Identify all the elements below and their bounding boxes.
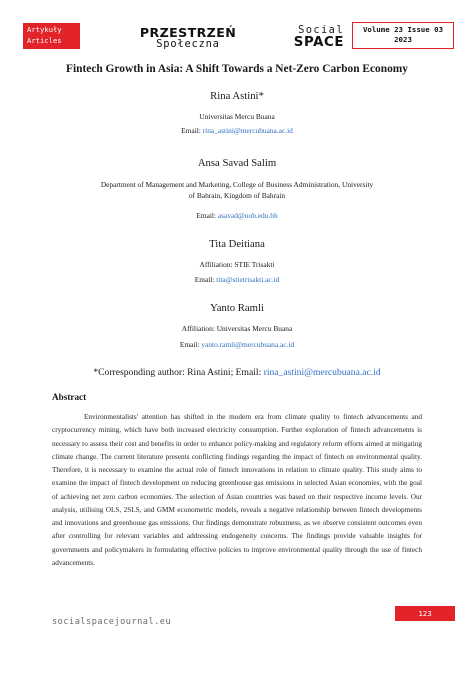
logo-secondary-line2: SPACE	[293, 35, 344, 50]
author-name: Yanto Ramli	[210, 302, 264, 314]
logo-primary-line1: PRZESTRZEŃ	[139, 25, 237, 40]
section-tag	[23, 23, 80, 49]
issue-year: 2023	[394, 35, 412, 44]
section-tag-english: Articles	[27, 35, 62, 45]
issue-box	[352, 22, 454, 49]
logo-secondary-line1: Social	[298, 24, 344, 36]
author-name: Ansa Savad Salim	[197, 157, 277, 169]
affiliation-line: of Bahrain, Kingdom of Bahrain	[188, 191, 286, 200]
abstract-text: Environmentalists' attention has shifted in the modern era from climate quality to fintech advancements and cryptocurrency mining, which have both increased electricity consumption. Further exploration of fintech advancements is necessary to assess their cost and benefits in order to enhance policy-making and regulatory reform efforts aimed at mitigating climate change. The current literature presents conflicting findings regarding the impact of fintech on environmental quality. Therefore, it is necessary to examine the actual role of fintech innovations in relation to climate quality. This study aims to examine the impact of fintech development on reducing greenhouse gas emissions in selected Asian economies, with the goal of achieving net zero carbon economies. The selection of Asian countries was based on their respective income levels. Our analysis, utilising OLS, 2SLS, and GMM econometric models, reveals a negative relationship between fintech developments and innovations and greenhouse gas emissions. Our findings demonstrate robustness, as we observe consistent outcomes even after controlling for relevant variables and addressing endogeneity concerns. The findings provide valuable insights for governments and policymakers in formulating effective policies to improve environmental quality through the use of fintech advancements.	[52, 413, 422, 567]
author-email-link[interactable]: tita@stietrisakti.ac.id	[216, 275, 280, 284]
author-name: Tita Deitiana	[209, 238, 265, 250]
journal-logo-primary	[134, 26, 242, 50]
abstract-body	[52, 411, 422, 570]
email-label: Email:	[181, 126, 203, 135]
email-label: Email:	[196, 211, 218, 220]
corresponding-author	[0, 367, 474, 378]
corresponding-email-link[interactable]: rina_astini@mercubuana.ac.id	[263, 367, 381, 378]
author-email-line	[0, 340, 474, 349]
author-affiliation: Affiliation: Universitas Mercu Buana	[181, 324, 293, 333]
footer-website[interactable]: socialspacejournal.eu	[52, 617, 172, 627]
section-tag-polish: Artykuły	[27, 25, 62, 34]
author-email-line	[0, 211, 474, 220]
author-email-link[interactable]: yanto.ramli@mercubuana.ac.id	[201, 340, 295, 349]
abstract-heading: Abstract	[52, 392, 87, 402]
email-label: Email:	[179, 340, 202, 349]
journal-logo-secondary	[278, 25, 344, 50]
author-email-link[interactable]: rina_astini@mercubuana.ac.id	[202, 126, 293, 135]
email-label: Email:	[194, 275, 217, 284]
author-email-line	[0, 126, 474, 135]
logo-primary-line2: Społeczna	[156, 38, 220, 50]
paper-title: Fintech Growth in Asia: A Shift Towards a Net-Zero Carbon Economy	[66, 63, 408, 75]
issue-volume: Volume 23 Issue 03	[362, 25, 444, 34]
author-email-link[interactable]: asavad@uob.edu.bh	[217, 211, 278, 220]
affiliation-line: Department of Management and Marketing, College of Business Administration, University	[100, 180, 374, 189]
corresponding-label: *Corresponding author: Rina Astini; Email:	[93, 367, 264, 378]
author-email-line	[0, 275, 474, 284]
author-name: Rina Astini*	[210, 90, 264, 102]
author-affiliation: Universitas Mercu Buana	[199, 112, 275, 121]
page-number-badge: 123	[395, 606, 455, 621]
author-affiliation: Affiliation: STIE Trisakti	[199, 260, 275, 269]
author-affiliation	[0, 179, 474, 201]
